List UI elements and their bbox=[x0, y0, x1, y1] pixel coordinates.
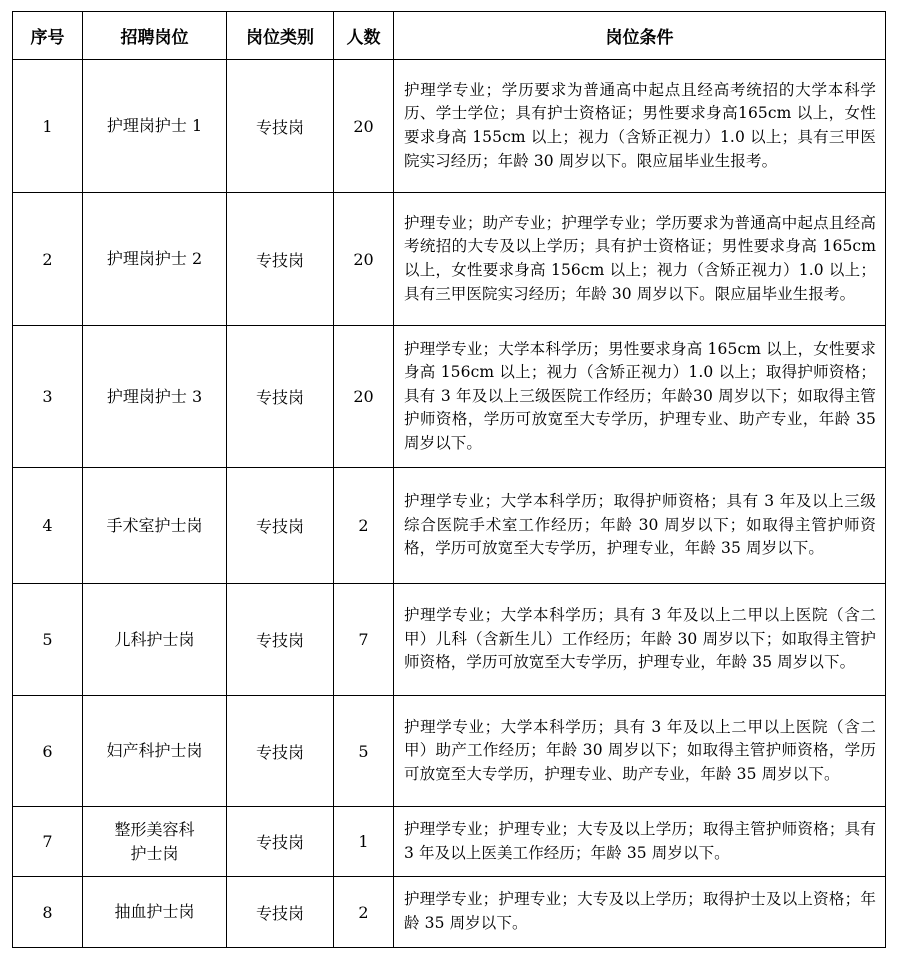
row-conditions: 护理专业；助产专业；护理学专业；学历要求为普通高中起点且经高考统招的大专及以上学历；具有护士资格证；男性要求身高 165cm 以上，女性要求身高 156cm 以上；视力（含矫正视力）1.0 以上；具有三甲医院实习经历；年龄 30 周岁以下。限应届毕业生报考。 bbox=[394, 193, 886, 326]
table-row bbox=[13, 877, 886, 948]
table-header-row bbox=[13, 12, 886, 60]
row-position: 抽血护士岗 bbox=[83, 877, 227, 948]
row-count: 7 bbox=[334, 584, 394, 696]
row-conditions: 护理学专业；护理专业；大专及以上学历；取得主管护师资格；具有 3 年及以上医美工作经历；年龄 35 周岁以下。 bbox=[394, 807, 886, 877]
row-count: 20 bbox=[334, 60, 394, 193]
header-position: 招聘岗位 bbox=[83, 12, 227, 60]
row-count: 1 bbox=[334, 807, 394, 877]
row-no: 3 bbox=[13, 326, 83, 468]
row-category: 专技岗 bbox=[227, 696, 334, 807]
row-no: 1 bbox=[13, 60, 83, 193]
row-position: 手术室护士岗 bbox=[83, 468, 227, 584]
row-no: 2 bbox=[13, 193, 83, 326]
table-row bbox=[13, 696, 886, 807]
row-position: 护理岗护士 2 bbox=[83, 193, 227, 326]
row-count: 2 bbox=[334, 468, 394, 584]
header-category: 岗位类别 bbox=[227, 12, 334, 60]
row-position: 整形美容科护士岗 bbox=[83, 807, 227, 877]
recruitment-table bbox=[12, 11, 886, 948]
table-row bbox=[13, 468, 886, 584]
row-no: 8 bbox=[13, 877, 83, 948]
header-no: 序号 bbox=[13, 12, 83, 60]
row-position: 儿科护士岗 bbox=[83, 584, 227, 696]
row-conditions: 护理学专业；大学本科学历；具有 3 年及以上二甲以上医院（含二甲）助产工作经历；年龄 30 周岁以下；如取得主管护师资格，学历可放宽至大专学历，护理专业、助产专业，年龄 35 周岁以下。 bbox=[394, 696, 886, 807]
row-category: 专技岗 bbox=[227, 877, 334, 948]
table-row bbox=[13, 326, 886, 468]
row-count: 20 bbox=[334, 326, 394, 468]
row-category: 专技岗 bbox=[227, 60, 334, 193]
row-category: 专技岗 bbox=[227, 807, 334, 877]
row-no: 5 bbox=[13, 584, 83, 696]
row-no: 7 bbox=[13, 807, 83, 877]
header-conditions: 岗位条件 bbox=[394, 12, 886, 60]
row-conditions: 护理学专业；大学本科学历；男性要求身高 165cm 以上，女性要求身高 156cm 以上；视力（含矫正视力）1.0 以上；取得护师资格；具有 3 年及以上三级医院工作经历；年龄30 周岁以下；如取得主管护师资格，学历可放宽至大专学历，护理专业、助产专业，年龄 35 周岁以下。 bbox=[394, 326, 886, 468]
row-conditions: 护理学专业；大学本科学历；取得护师资格；具有 3 年及以上三级综合医院手术室工作经历；年龄 30 周岁以下；如取得主管护师资格，学历可放宽至大专学历，护理专业，年龄 35 周岁以下。 bbox=[394, 468, 886, 584]
row-no: 4 bbox=[13, 468, 83, 584]
row-conditions: 护理学专业；学历要求为普通高中起点且经高考统招的大学本科学历、学士学位；具有护士资格证；男性要求身高165cm 以上，女性要求身高 155cm 以上；视力（含矫正视力）1.0 以上；具有三甲医院实习经历；年龄 30 周岁以下。限应届毕业生报考。 bbox=[394, 60, 886, 193]
table-row bbox=[13, 60, 886, 193]
header-count: 人数 bbox=[334, 12, 394, 60]
row-count: 5 bbox=[334, 696, 394, 807]
row-position: 护理岗护士 1 bbox=[83, 60, 227, 193]
table-row bbox=[13, 193, 886, 326]
row-conditions: 护理学专业；护理专业；大专及以上学历；取得护士及以上资格；年龄 35 周岁以下。 bbox=[394, 877, 886, 948]
row-category: 专技岗 bbox=[227, 468, 334, 584]
row-no: 6 bbox=[13, 696, 83, 807]
row-category: 专技岗 bbox=[227, 584, 334, 696]
row-category: 专技岗 bbox=[227, 193, 334, 326]
table-row bbox=[13, 584, 886, 696]
table-row bbox=[13, 807, 886, 877]
row-position: 护理岗护士 3 bbox=[83, 326, 227, 468]
row-conditions: 护理学专业；大学本科学历；具有 3 年及以上二甲以上医院（含二甲）儿科（含新生儿）工作经历；年龄 30 周岁以下；如取得主管护师资格，学历可放宽至大专学历，护理专业，年龄 35 周岁以下。 bbox=[394, 584, 886, 696]
row-count: 2 bbox=[334, 877, 394, 948]
row-count: 20 bbox=[334, 193, 394, 326]
row-position: 妇产科护士岗 bbox=[83, 696, 227, 807]
row-category: 专技岗 bbox=[227, 326, 334, 468]
